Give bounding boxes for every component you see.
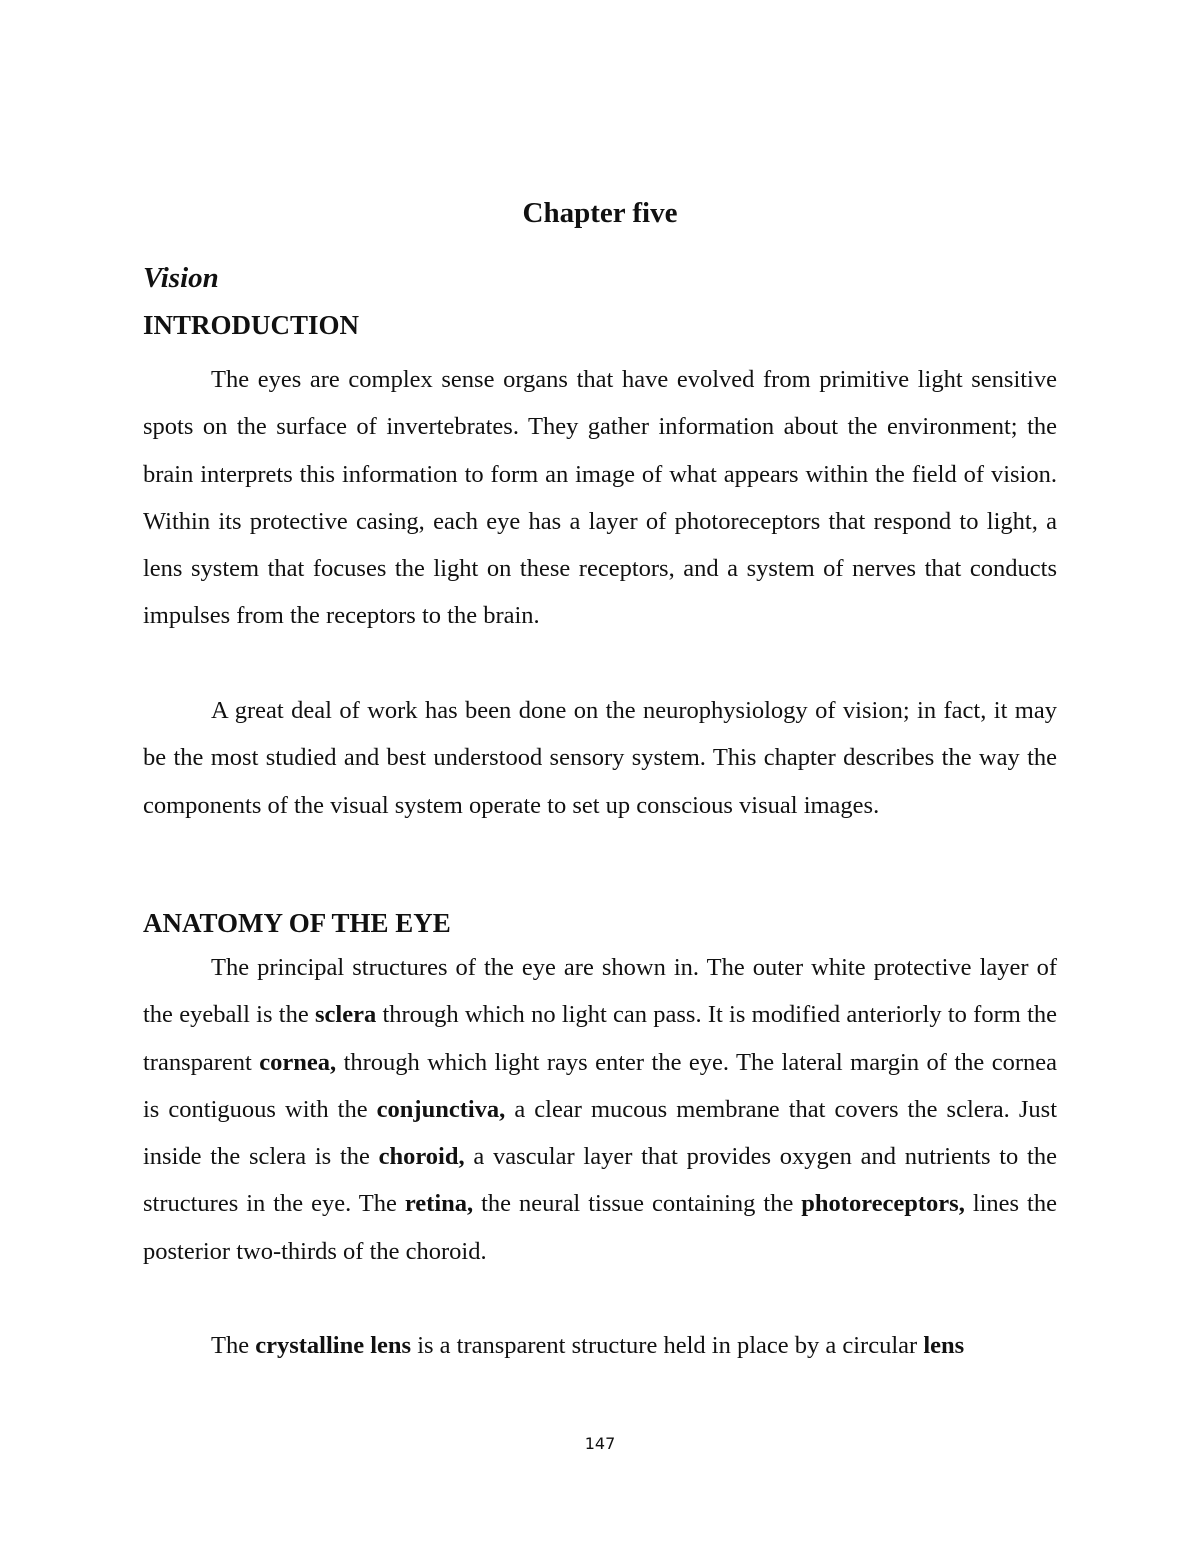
text-run: the neural tissue containing the [473, 1190, 802, 1218]
term-cornea: cornea, [259, 1048, 337, 1076]
introduction-heading: INTRODUCTION [143, 310, 360, 340]
term-conjunctiva: conjunctiva, [376, 1095, 506, 1123]
anatomy-heading: ANATOMY OF THE EYE [143, 908, 451, 938]
anatomy-paragraph-2 [143, 1322, 1057, 1369]
text-run: is a transparent structure held in place by a circular [411, 1332, 924, 1359]
section-title: Vision [143, 262, 219, 294]
term-sclera: sclera [314, 1001, 377, 1029]
term-retina: retina, [404, 1190, 474, 1218]
anatomy-paragraph-1 [143, 944, 1057, 1275]
term-lens: lens [923, 1332, 965, 1359]
text-run: The principal structures of the eye are shown in. The outer white protective layer of the eyeball is the [143, 954, 1057, 1029]
text-run: a vascular layer that provides oxygen and nutrients to the structures in the eye. The [143, 1143, 1057, 1218]
term-photoreceptors: photoreceptors, [801, 1190, 965, 1218]
text-run: a clear mucous membrane that covers the sclera. Just inside the sclera is the [143, 1095, 1057, 1171]
text-run: through which light rays enter the eye. The lateral margin of the cornea is contiguous with the [143, 1048, 1057, 1123]
term-choroid: choroid, [378, 1143, 465, 1171]
intro-paragraph-1: The eyes are complex sense organs that have evolved from primitive light sensitive spots on the surface of invertebrates. They gather information about the environment; the brain interprets this information to form an image of what appears within the field of vision. Within its protective casing, each eye has a layer of photoreceptors that respond to light, a lens system that focuses the light on these receptors, and a system of nerves that conducts impulses from the receptors to the brain. [143, 366, 1057, 630]
text-run: The [211, 1332, 256, 1359]
term-crystalline-lens: crystalline lens [255, 1332, 412, 1359]
intro-paragraph-2: A great deal of work has been done on the neurophysiology of vision; in fact, it may be the most studied and best understood sensory system. This chapter describes the way the components of the visual system operate to set up conscious visual images. [143, 697, 1057, 819]
chapter-title: Chapter five [522, 197, 678, 229]
text-run: lines the posterior two-thirds of the choroid. [143, 1190, 1057, 1265]
page-number: 147 [584, 1434, 616, 1453]
text-run: through which no light can pass. It is modified anteriorly to form the transparent [143, 1001, 1057, 1076]
